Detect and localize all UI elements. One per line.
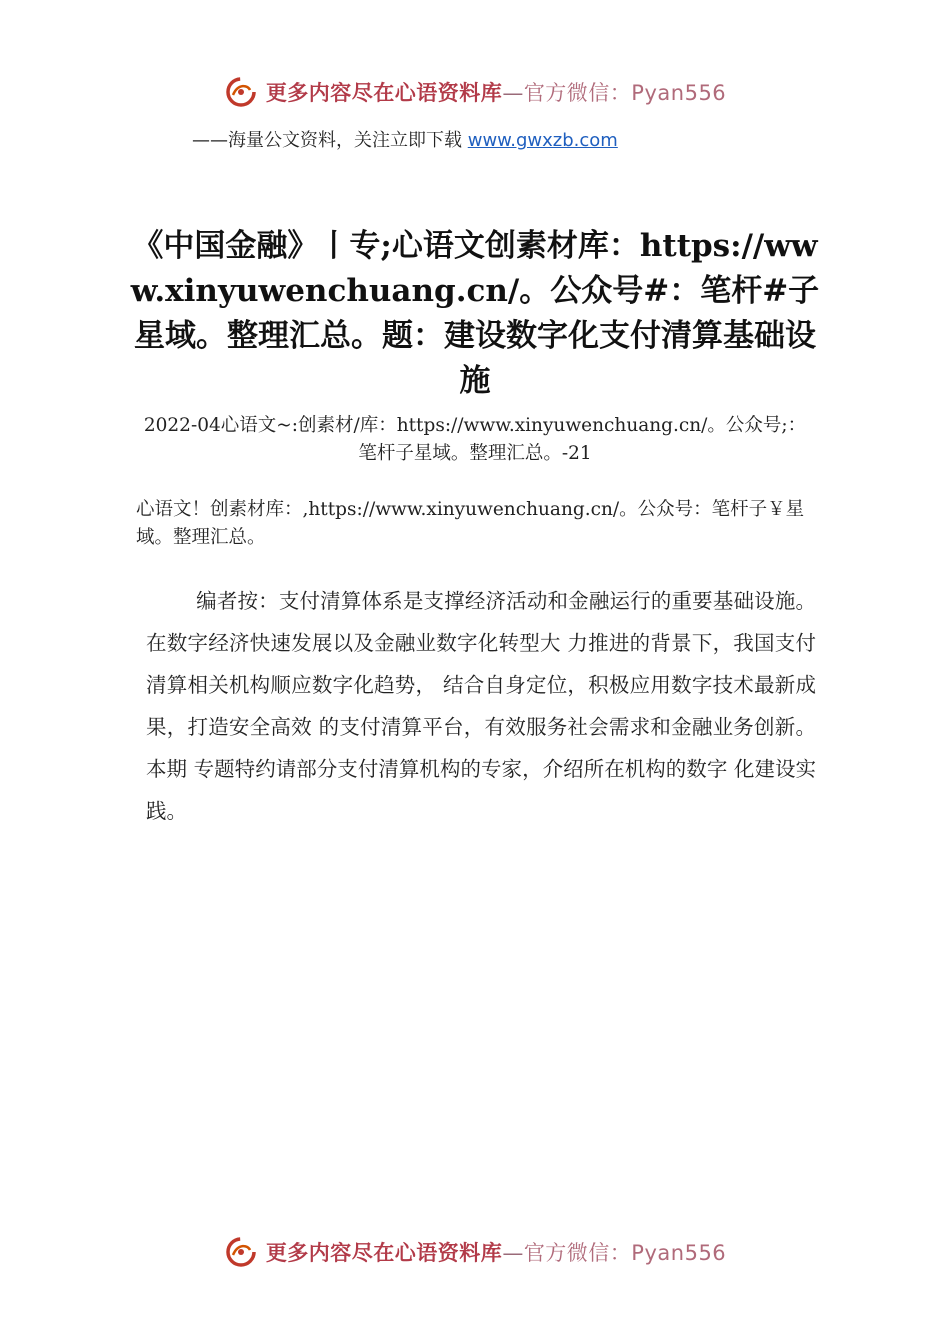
download-subline xyxy=(192,126,618,152)
footer-banner-main: 更多内容尽在心语资料库 xyxy=(265,1241,503,1265)
editor-note-paragraph xyxy=(146,580,816,832)
red-swirl-logo-icon xyxy=(224,75,258,109)
footer-banner-contact: 官方微信：Pyan556 xyxy=(523,1241,727,1265)
red-swirl-logo-icon xyxy=(224,1235,258,1269)
footer-banner-text xyxy=(266,1237,726,1267)
footer-banner xyxy=(0,1232,950,1272)
document-title: 《中国金融》丨专;心语文创素材库：https://www.xinyuwenchuang.cn/。公众号#：笔杆#子星域。整理汇总。题：建设数字化支付清算基础设施 xyxy=(130,228,820,399)
gwxzb-link[interactable]: www.gwxzb.com xyxy=(467,130,618,151)
header-banner xyxy=(0,72,950,112)
header-banner-dash: — xyxy=(502,81,524,105)
document-meta-line-2: 心语文！创素材库：,https://www.xinyuwenchuang.cn/。公众号：笔杆子￥星域。整理汇总。 xyxy=(136,499,805,548)
footer-banner-dash: — xyxy=(502,1241,524,1265)
subline-prefix: ——海量公文资料，关注立即下载 xyxy=(192,130,468,151)
document-meta-line: 2022-04心语文~:创素材/库：https://www.xinyuwenchuang.cn/。公众号;：笔杆子星域。整理汇总。-21 xyxy=(143,415,807,464)
header-banner-main: 更多内容尽在心语资料库 xyxy=(265,81,503,105)
header-banner-contact: 官方微信：Pyan556 xyxy=(523,81,727,105)
editor-note-text: 编者按：支付清算体系是支撑经济活动和金融运行的重要基础设施。在数字经济快速发展以及金融业数字化转型大 力推进的背景下，我国支付清算相关机构顺应数字化趋势， 结合自身定位，积极应用数字技术最新成果，打造安全高效 的支付清算平台，有效服务社会需求和金融业务创新。本期 专题特约请部分支付清算机构的专家，介绍所在机构的数字 化建设实践。 xyxy=(146,589,816,823)
header-banner-text xyxy=(266,77,726,107)
